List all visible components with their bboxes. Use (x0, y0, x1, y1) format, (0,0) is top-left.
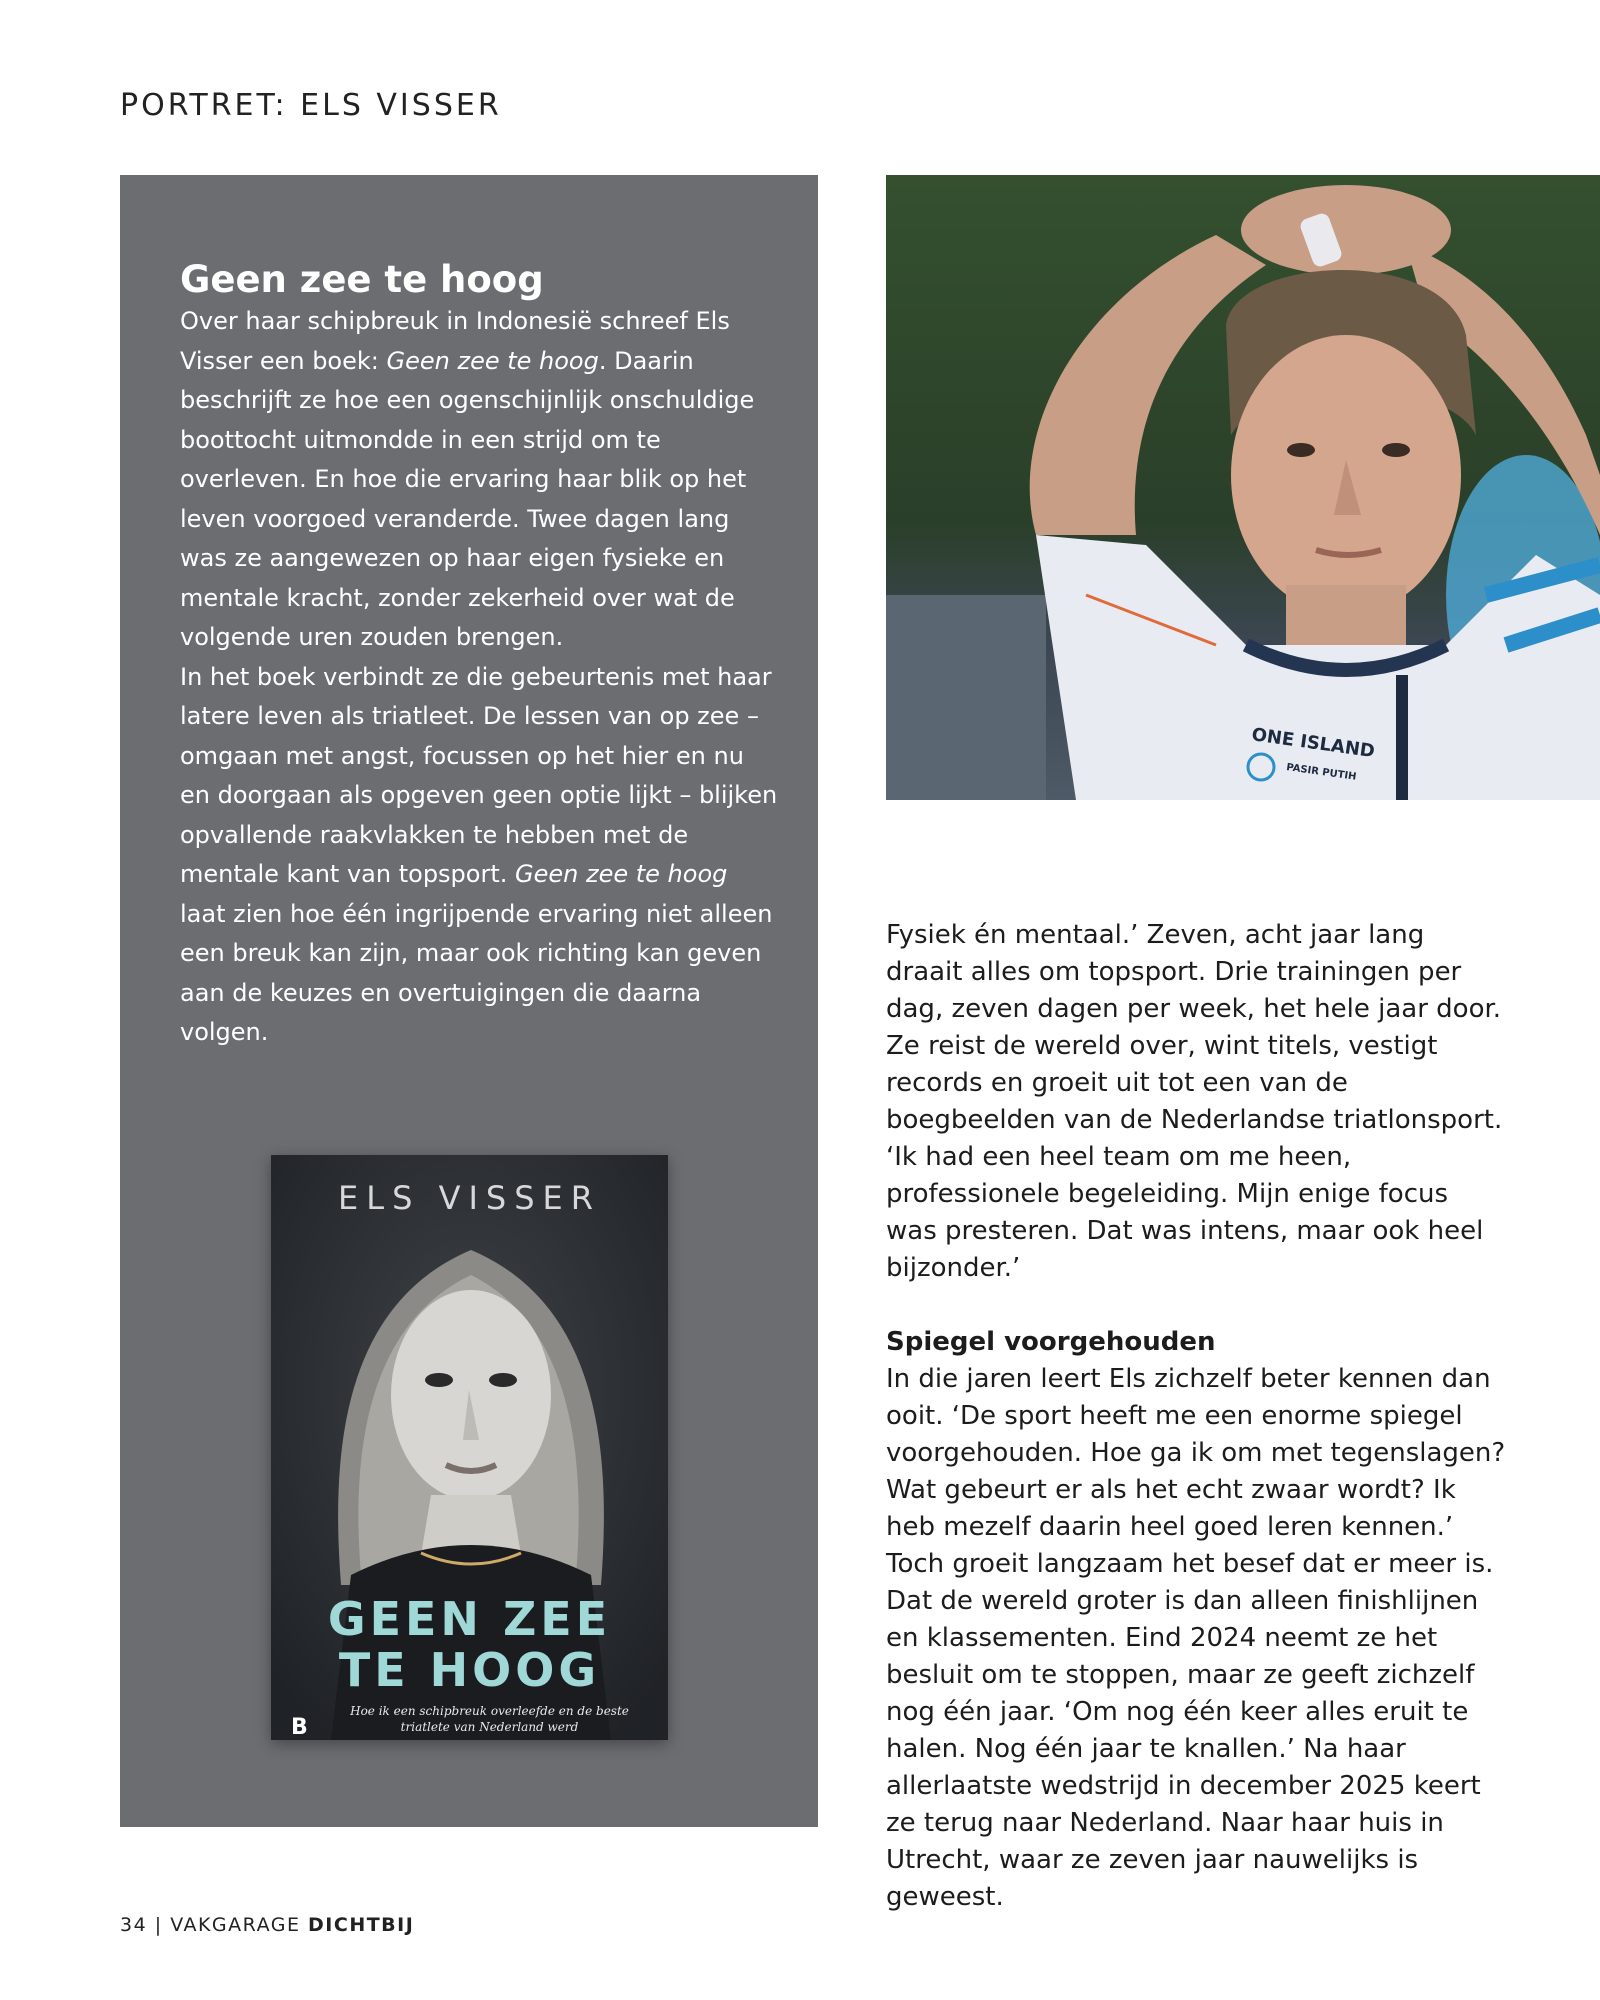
sidebar-text: In het boek verbindt ze die gebeurtenis met haar latere leven als triatleet. De lessen van op zee – omgaan met angst, focussen op het hier en nu en doorgaan als opgeven geen optie lijkt – blijken opvallende raakvlakken te hebben met de mentale kant van topsport. (180, 662, 778, 888)
sidebar-title: Geen zee te hoog (180, 258, 544, 301)
sidebar-text: laat zien hoe één ingrijpende ervaring niet alleen een breuk kan zijn, maar ook richting kan geven aan de keuzes en overtuigingen die daarna volgen. (180, 899, 773, 1046)
jersey-text: ONE ISLAND (1250, 724, 1377, 763)
footer-separator: | (154, 1914, 163, 1936)
article-body (886, 917, 1506, 1916)
book-cover (271, 1155, 668, 1740)
article-subheading: Spiegel voorgehouden (886, 1327, 1216, 1357)
book-author: ELS VISSER (338, 1179, 601, 1217)
jersey-subtext: PASIR PUTIH (1285, 762, 1358, 783)
article-paragraph-1: Fysiek én mentaal.’ Zeven, acht jaar lang draait alles om topsport. Drie trainingen per dag, zeven dagen per week, het hele jaar door. Ze reist de wereld over, wint titels, vestigt records en groeit uit tot een van de boegbeelden van de Nederlandse triatlonsport. ‘Ik had een heel team om me heen, professionele begeleiding. Mijn enige focus was presteren. Dat was intens, maar ook heel bijzonder.’ (886, 920, 1503, 1283)
page-number: 34 (120, 1914, 148, 1936)
book-sidebar (120, 175, 818, 1827)
page-footer (120, 1914, 414, 1936)
sidebar-text: . Daarin beschrijft ze hoe een ogenschijnlijk onschuldige boottocht uitmondde in een strijd om te overleven. En hoe die ervaring haar blik op het leven voorgoed veranderde. Twee dagen lang was ze aangewezen op haar eigen fysieke en mentale kracht, zonder zekerheid over wat de volgende uren zouden brengen. (180, 346, 755, 651)
sidebar-body (180, 302, 780, 1053)
magazine-brand: DICHTBIJ (308, 1914, 415, 1936)
book-subtitle: Hoe ik een schipbreuk overleefde en de beste triatlete van Nederland werd (350, 1704, 629, 1734)
section-label: PORTRET: ELS VISSER (120, 88, 502, 123)
book-title-italic: Geen zee te hoog (515, 860, 728, 888)
athlete-photo-illustration (886, 175, 1600, 800)
book-title-italic: Geen zee te hoog (386, 346, 599, 375)
magazine-name: VAKGARAGE (170, 1914, 301, 1936)
article-paragraph-2: In die jaren leert Els zichzelf beter kennen dan ooit. ‘De sport heeft me een enorme spiegel voorgehouden. Hoe ga ik om met tegenslagen? Wat gebeurt er als het echt zwaar wordt? Ik heb mezelf daarin heel goed leren kennen.’ Toch groeit langzaam het besef dat er meer is. Dat de wereld groter is dan alleen finishlijnen en klassementen. Eind 2024 neemt ze het besluit om te stoppen, maar ze geeft zichzelf nog één jaar. ‘Om nog één keer alles eruit te halen. Nog één jaar te knallen.’ Na haar allerlaatste wedstrijd in december 2025 keert ze terug naar Nederland. Naar haar huis in Utrecht, waar ze zeven jaar nauwelijks is geweest. (886, 1364, 1506, 1912)
sidebar-paragraph-2 (180, 658, 780, 1053)
publisher-logo: B (291, 1715, 308, 1740)
sidebar-paragraph-1 (180, 302, 780, 658)
book-title-line-1: GEEN ZEE (327, 1592, 612, 1646)
athlete-photo (886, 175, 1600, 800)
book-title-line-2: TE HOOG (338, 1643, 601, 1697)
sidebar-text: Over haar schipbreuk in Indonesië schreef Els Visser een boek: (180, 307, 730, 375)
